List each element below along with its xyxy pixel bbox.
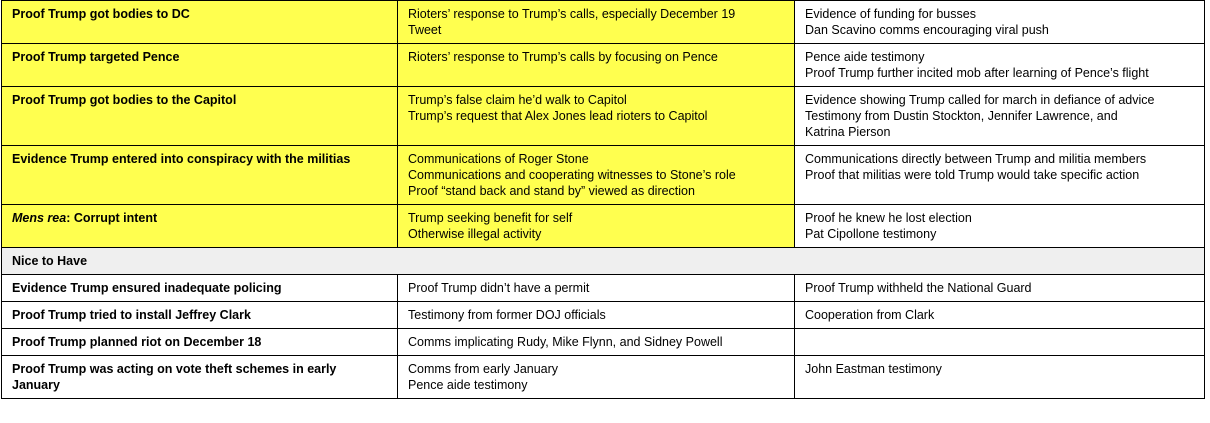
cell-line: Rioters’ response to Trump’s calls, especially December 19 [408,7,736,21]
cell-line: Testimony from Dustin Stockton, Jennifer Lawrence, and [805,109,1118,123]
table-row [2,146,1205,205]
cell-line: Comms from early January [408,362,559,376]
cell-line: Proof Trump withheld the National Guard [805,281,1032,295]
row-label-cell [2,302,398,329]
additional-evidence-cell [795,146,1205,205]
cell-line: John Eastman testimony [805,362,942,376]
evidence-cell [398,275,795,302]
cell-line: Evidence showing Trump called for march in defiance of advice [805,93,1155,107]
evidence-cell [398,302,795,329]
cell-line: Pence aide testimony [805,50,925,64]
cell-line: Tweet [408,23,442,37]
cell-line: Katrina Pierson [805,125,891,139]
cell-line: Evidence of funding for busses [805,7,976,21]
additional-evidence-cell [795,275,1205,302]
table-row [2,44,1205,87]
additional-evidence-cell [795,302,1205,329]
row-label-cell [2,329,398,356]
cell-line: Rioters’ response to Trump’s calls by focusing on Pence [408,50,718,64]
additional-evidence-cell [795,329,1205,356]
cell-line: Pat Cipollone testimony [805,227,937,241]
evidence-cell [398,205,795,248]
additional-evidence-cell [795,87,1205,146]
cell-line: Proof that militias were told Trump would take specific action [805,168,1140,182]
evidence-cell [398,356,795,399]
cell-line: Communications of Roger Stone [408,152,589,166]
cell-line: Comms implicating Rudy, Mike Flynn, and Sidney Powell [408,335,723,349]
table-row [2,356,1205,399]
cell-line: Otherwise illegal activity [408,227,542,241]
cell-line: Communications and cooperating witnesses to Stone’s role [408,168,736,182]
table-row [2,329,1205,356]
cell-line: Proof “stand back and stand by” viewed as direction [408,184,695,198]
cell-line: Dan Scavino comms encouraging viral push [805,23,1049,37]
cell-line: Trump seeking benefit for self [408,211,573,225]
evidence-table [1,0,1205,399]
row-label-cell [2,146,398,205]
additional-evidence-cell [795,1,1205,44]
evidence-cell [398,87,795,146]
row-label-cell [2,44,398,87]
cell-line: Trump’s false claim he’d walk to Capitol [408,93,627,107]
cell-line: Proof Trump further incited mob after learning of Pence’s flight [805,66,1149,80]
evidence-cell [398,44,795,87]
evidence-table-body [2,1,1205,399]
cell-line: Evidence Trump ensured inadequate policing [12,281,282,295]
cell-line: Proof Trump was acting on vote theft schemes in early [12,362,337,376]
cell-line: Trump’s request that Alex Jones lead rioters to Capitol [408,109,708,123]
row-label-cell [2,356,398,399]
table-row [2,1,1205,44]
section-header-row [2,248,1205,275]
cell-line: Pence aide testimony [408,378,528,392]
cell-line: Proof he knew he lost election [805,211,972,225]
table-row [2,275,1205,302]
cell-line: Cooperation from Clark [805,308,935,322]
row-label-prefix: Mens rea [12,211,67,225]
evidence-cell [398,329,795,356]
evidence-cell [398,1,795,44]
cell-line: Communications directly between Trump and militia members [805,152,1147,166]
row-label: : Corrupt intent [66,211,158,225]
evidence-cell [398,146,795,205]
row-label: Proof Trump got bodies to the Capitol [12,93,237,107]
section-header: Nice to Have [2,248,1205,275]
additional-evidence-cell [795,205,1205,248]
row-label-cell [2,1,398,44]
additional-evidence-cell [795,356,1205,399]
row-label: Evidence Trump entered into conspiracy with the militias [12,152,351,166]
row-label: Proof Trump got bodies to DC [12,7,190,21]
row-label: Proof Trump targeted Pence [12,50,180,64]
row-label-cell [2,87,398,146]
cell-line: January [12,378,60,392]
additional-evidence-cell [795,44,1205,87]
row-label-cell [2,205,398,248]
cell-line: Proof Trump planned riot on December 18 [12,335,262,349]
table-row [2,302,1205,329]
cell-line: Proof Trump didn’t have a permit [408,281,590,295]
cell-line: Testimony from former DOJ officials [408,308,606,322]
row-label-cell [2,275,398,302]
cell-line: Proof Trump tried to install Jeffrey Clark [12,308,251,322]
table-row [2,87,1205,146]
table-row [2,205,1205,248]
